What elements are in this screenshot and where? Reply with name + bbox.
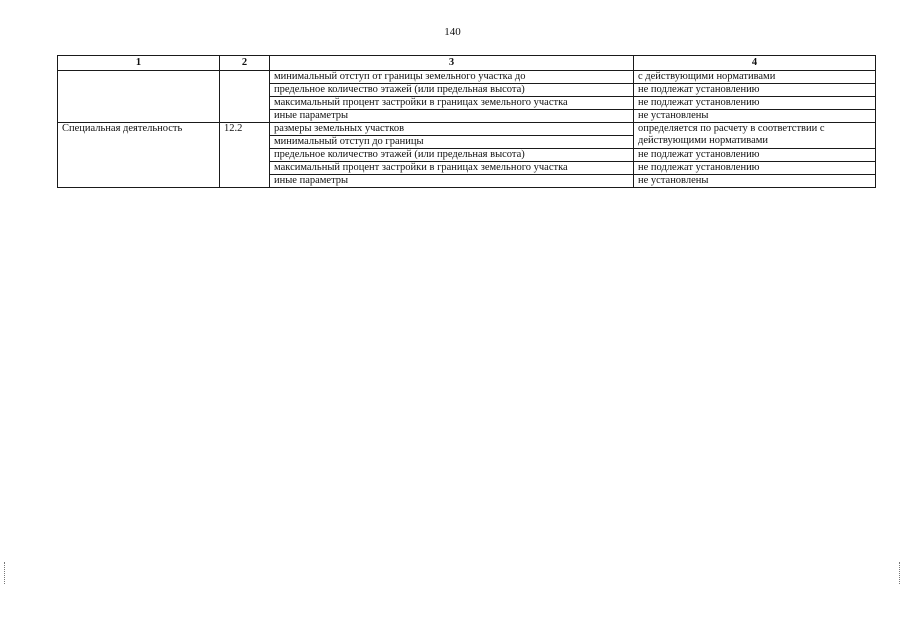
param-cell: предельное количество этажей (или предельная высота) bbox=[270, 84, 634, 97]
param-cell: предельное количество этажей (или предельная высота) bbox=[270, 149, 634, 162]
param-cell: минимальный отступ от границы земельного участка до bbox=[270, 71, 634, 84]
param-cell: размеры земельных участков bbox=[270, 123, 634, 136]
right-margin-mark bbox=[899, 562, 902, 584]
group2-name-cell: Специальная деятельность bbox=[58, 123, 220, 188]
value-cell: не установлены bbox=[634, 110, 876, 123]
param-cell: максимальный процент застройки в границах земельного участка bbox=[270, 162, 634, 175]
value-cell: не подлежат установлению bbox=[634, 97, 876, 110]
left-margin-mark bbox=[4, 562, 7, 584]
group2-code-cell: 12.2 bbox=[220, 123, 270, 188]
header-col-2: 2 bbox=[220, 56, 270, 71]
value-cell: не установлены bbox=[634, 175, 876, 188]
header-col-1: 1 bbox=[58, 56, 220, 71]
merged-value-cell: определяется по расчету в соответствии с действующими нормативами bbox=[634, 123, 876, 149]
regulations-table bbox=[57, 55, 876, 188]
header-col-4: 4 bbox=[634, 56, 876, 71]
page-number: 140 bbox=[444, 26, 461, 38]
header-col-3: 3 bbox=[270, 56, 634, 71]
param-cell: минимальный отступ до границы bbox=[270, 136, 634, 149]
group1-code-cell bbox=[220, 71, 270, 123]
table-row bbox=[58, 71, 876, 84]
value-cell: не подлежат установлению bbox=[634, 162, 876, 175]
group1-name-cell bbox=[58, 71, 220, 123]
table-row bbox=[58, 123, 876, 136]
value-cell: не подлежат установлению bbox=[634, 84, 876, 97]
param-cell: иные параметры bbox=[270, 175, 634, 188]
param-cell: иные параметры bbox=[270, 110, 634, 123]
param-cell: максимальный процент застройки в границах земельного участка bbox=[270, 97, 634, 110]
table-header-row bbox=[58, 56, 876, 71]
value-cell: с действующими нормативами bbox=[634, 71, 876, 84]
value-cell: не подлежат установлению bbox=[634, 149, 876, 162]
